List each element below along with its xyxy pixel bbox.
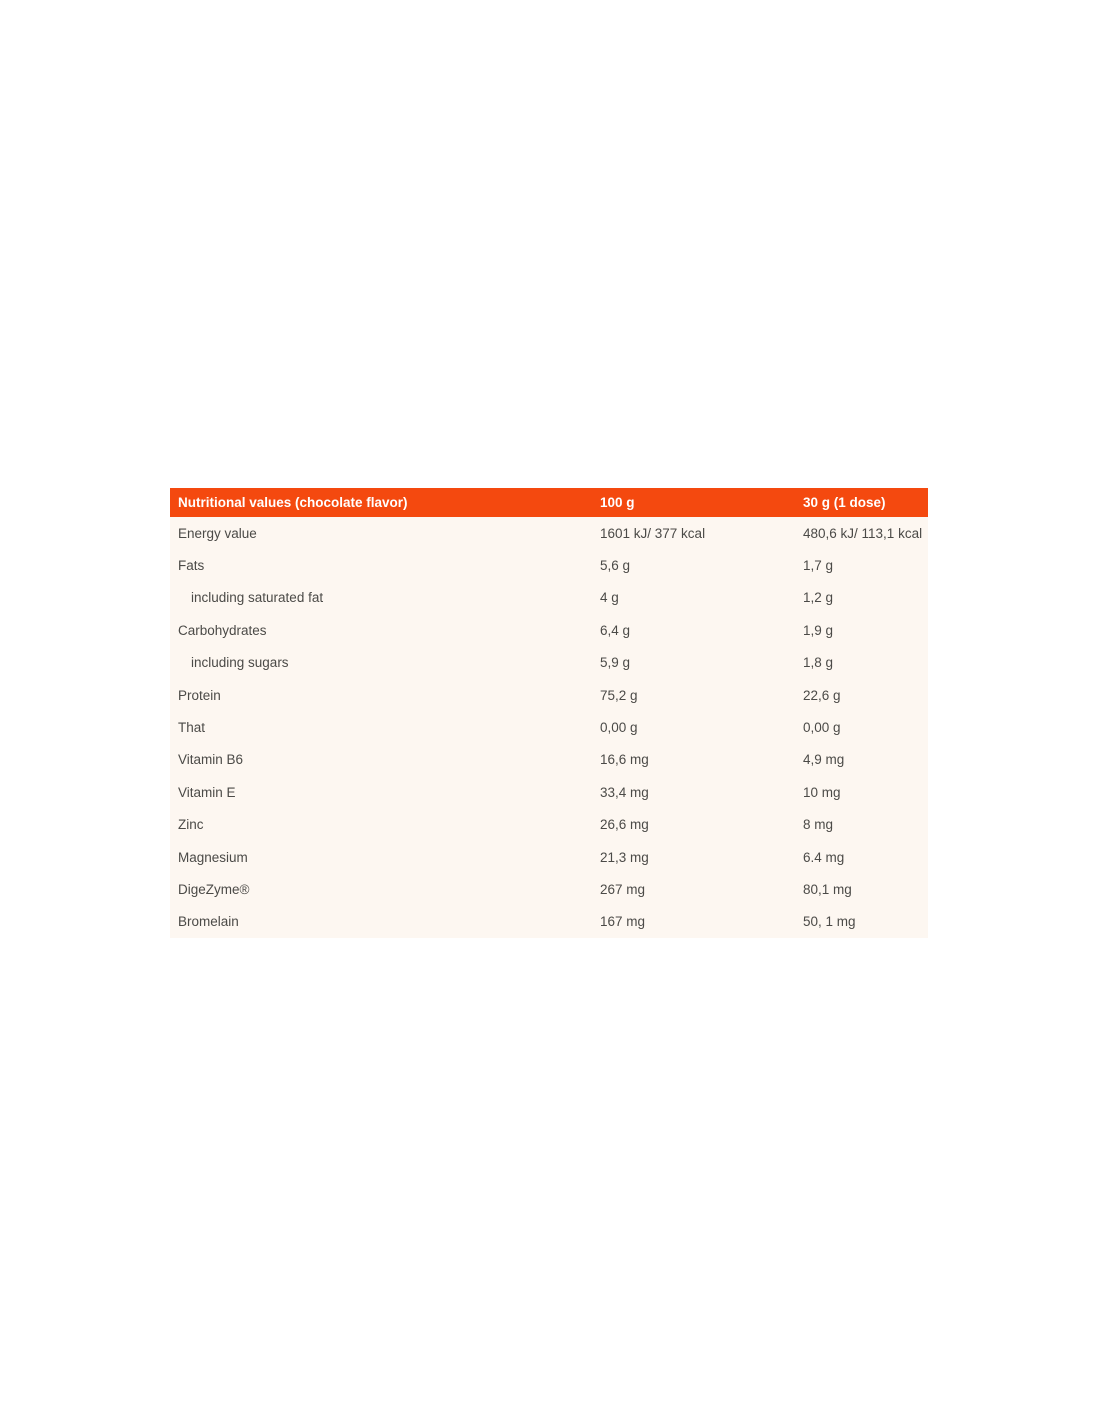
nutrition-table-body: [170, 517, 928, 938]
table-row: [170, 744, 928, 776]
row-label: Energy value: [178, 525, 257, 541]
value-per-30g: 80,1 mg: [803, 881, 852, 897]
value-per-30g: 4,9 mg: [803, 752, 845, 768]
value-per-30g: 1,7 g: [803, 558, 834, 574]
value-per-100g: 21,3 mg: [600, 849, 649, 865]
header-cell-100g: 100 g: [600, 495, 635, 510]
value-per-30g: 6.4 mg: [803, 849, 845, 865]
value-per-30g: 1,9 g: [803, 622, 834, 638]
value-per-30g: 8 mg: [803, 817, 834, 833]
value-per-30g: 0,00 g: [803, 720, 841, 736]
header-cell-30g: 30 g (1 dose): [803, 495, 886, 510]
table-row: [170, 517, 928, 549]
header-cell-title: Nutritional values (chocolate flavor): [178, 495, 408, 510]
table-row: [170, 647, 928, 679]
table-row: [170, 873, 928, 905]
value-per-30g: 1,8 g: [803, 655, 834, 671]
row-label: Protein: [178, 687, 221, 703]
value-per-100g: 33,4 mg: [600, 784, 649, 800]
value-per-100g: 26,6 mg: [600, 817, 649, 833]
value-per-30g: 1,2 g: [803, 590, 834, 606]
value-per-100g: 1601 kJ/ 377 kcal: [600, 525, 706, 541]
value-per-100g: 75,2 g: [600, 687, 638, 703]
value-per-100g: 267 mg: [600, 881, 646, 897]
value-per-30g: 22,6 g: [803, 687, 841, 703]
value-per-100g: 5,6 g: [600, 558, 631, 574]
row-label: Vitamin B6: [178, 752, 244, 768]
row-label: including sugars: [191, 655, 289, 671]
table-row: [170, 776, 928, 808]
value-per-100g: 5,9 g: [600, 655, 631, 671]
value-per-30g: 10 mg: [803, 784, 841, 800]
value-per-100g: 0,00 g: [600, 720, 638, 736]
value-per-30g: 50, 1 mg: [803, 914, 856, 930]
value-per-30g: 480,6 kJ/ 113,1 kcal: [803, 525, 923, 541]
row-label: Zinc: [178, 817, 204, 833]
table-row: [170, 679, 928, 711]
value-per-100g: 167 mg: [600, 914, 646, 930]
table-row: [170, 549, 928, 581]
table-row: [170, 841, 928, 873]
row-label: Vitamin E: [178, 784, 236, 800]
nutrition-table: [170, 488, 928, 938]
table-row: [170, 614, 928, 646]
row-label: Carbohydrates: [178, 622, 267, 638]
table-row: [170, 711, 928, 743]
nutrition-table-header-row: [170, 488, 928, 517]
value-per-100g: 4 g: [600, 590, 619, 606]
value-per-100g: 6,4 g: [600, 622, 631, 638]
table-row: [170, 906, 928, 938]
row-label: Fats: [178, 558, 205, 574]
table-row: [170, 809, 928, 841]
row-label: Magnesium: [178, 849, 248, 865]
value-per-100g: 16,6 mg: [600, 752, 649, 768]
table-row: [170, 582, 928, 614]
row-label: DigeZyme®: [178, 881, 250, 897]
row-label: That: [178, 720, 206, 736]
row-label: Bromelain: [178, 914, 239, 930]
row-label: including saturated fat: [191, 590, 324, 606]
